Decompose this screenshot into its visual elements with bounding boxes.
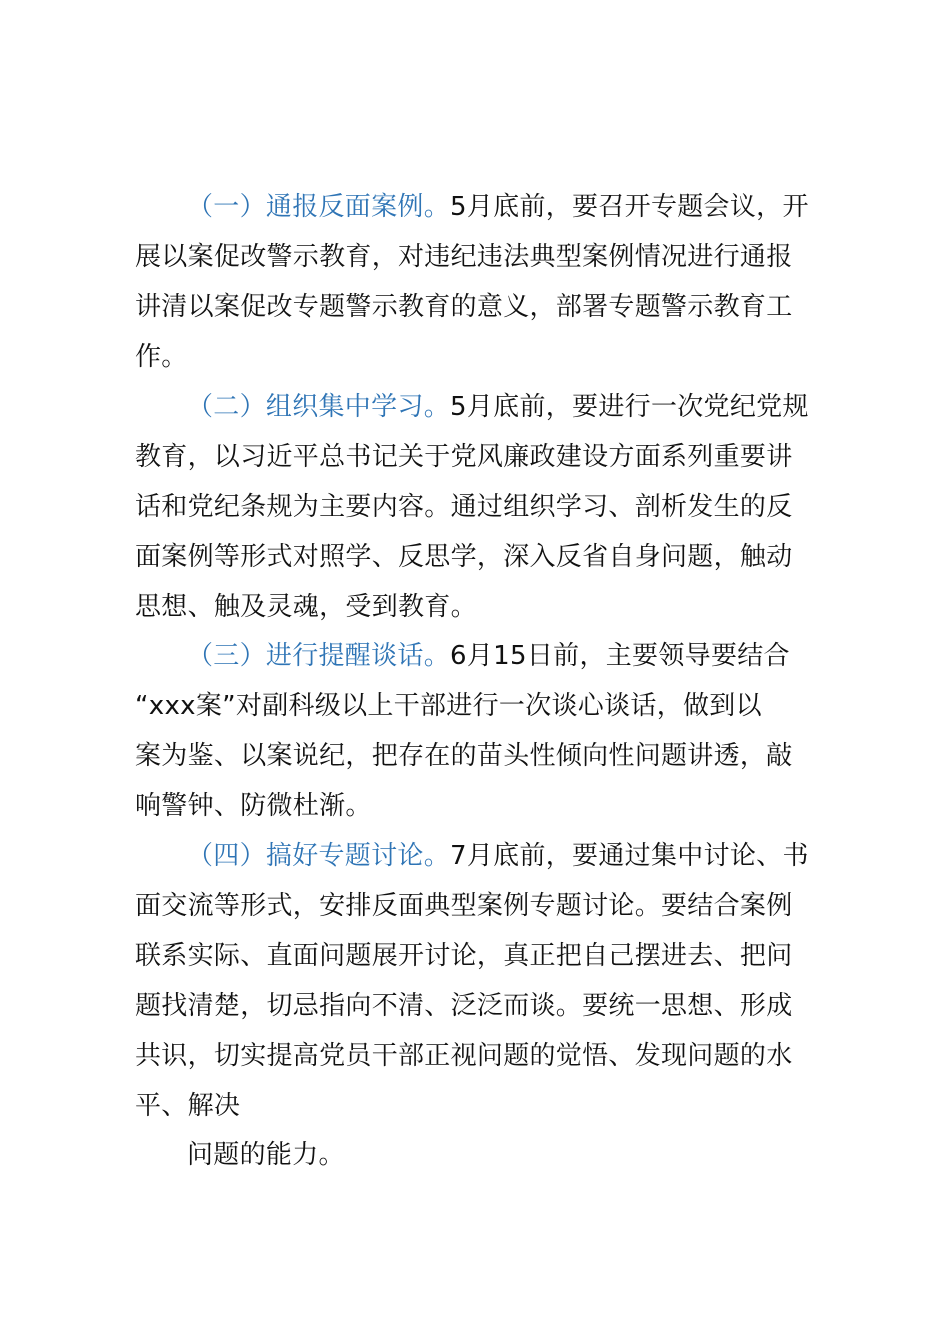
paragraph-4-line-2: 面交流等形式，安排反面典型案例专题讨论。要结合案例 [135, 891, 793, 921]
paragraph-1-first-line [187, 190, 809, 224]
closing-line: 问题的能力。 [187, 1140, 345, 1170]
paragraph-2-line-4: 面案例等形式对照学、反思学，深入反省自身问题，触动 [135, 542, 793, 572]
paragraph-4-line-4: 题找清楚，切忌指向不清、泛泛而谈。要统一思想、形成 [135, 991, 793, 1021]
section-heading-4: （四）搞好专题讨论。 [187, 841, 451, 871]
paragraph-3-line-3: 案为鉴、以案说纪，把存在的苗头性倾向性问题讲透，敲 [135, 741, 793, 771]
paragraph-2-line-2: 教育，以习近平总书记关于党风廉政建设方面系列重要讲 [135, 442, 793, 472]
paragraph-2-line-1: 5月底前，要进行一次党纪党规 [450, 392, 809, 422]
paragraph-3-line-4: 响警钟、防微杜渐。 [135, 791, 372, 821]
paragraph-2-first-line [187, 390, 809, 424]
section-heading-2: （二）组织集中学习。 [187, 392, 451, 422]
paragraph-3-first-line [187, 639, 790, 673]
paragraph-2-line-5: 思想、触及灵魂，受到教育。 [135, 592, 477, 622]
paragraph-4-line-1: 7月底前，要通过集中讨论、书 [450, 841, 809, 871]
section-heading-3: （三）进行提醒谈话。 [187, 641, 451, 671]
paragraph-4-first-line [187, 839, 809, 873]
paragraph-1-line-3: 讲清以案促改专题警示教育的意义，部署专题警示教育工 [135, 292, 793, 322]
paragraph-2-line-3: 话和党纪条规为主要内容。通过组织学习、剖析发生的反 [135, 492, 793, 522]
paragraph-4-line-6: 平、解决 [135, 1091, 241, 1121]
paragraph-1-line-2: 展以案促改警示教育，对违纪违法典型案例情况进行通报 [135, 242, 793, 272]
paragraph-1-line-1: 5月底前，要召开专题会议，开 [450, 192, 809, 222]
paragraph-3-line-2: “xxx案”对副科级以上干部进行一次谈心谈话，做到以 [135, 691, 762, 721]
paragraph-4-line-5: 共识，切实提高党员干部正视问题的觉悟、发现问题的水 [135, 1041, 793, 1071]
paragraph-3-line-1: 6月15日前，主要领导要结合 [450, 641, 790, 671]
paragraph-1-line-4: 作。 [135, 342, 188, 372]
section-heading-1: （一）通报反面案例。 [187, 192, 451, 222]
paragraph-4-line-3: 联系实际、直面问题展开讨论，真正把自己摆进去、把问 [135, 941, 793, 971]
